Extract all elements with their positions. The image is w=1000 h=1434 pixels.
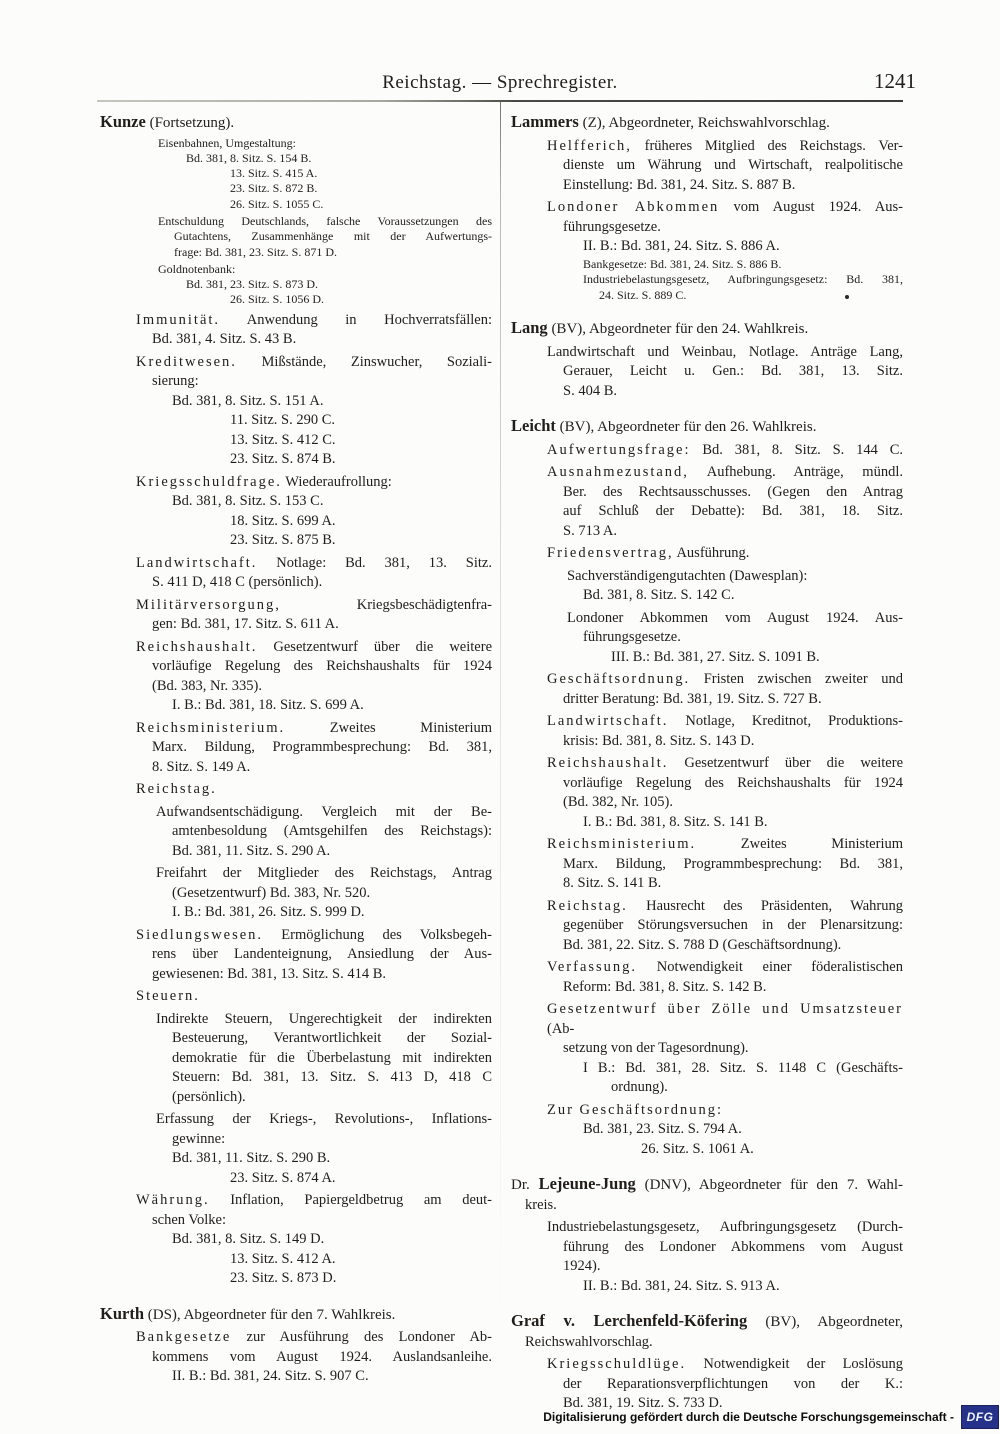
- index-line: führung des Londoner Abkommens vom August: [563, 1238, 903, 1255]
- index-line: II. B.: Bd. 381, 24. Sitz. S. 886 A.: [583, 238, 780, 254]
- keyword-spaced-text: Reichsministerium.: [547, 836, 697, 852]
- index-entry: [100, 262, 492, 308]
- index-line: 1924).: [563, 1258, 601, 1274]
- person-description: (BV), Abgeordneter,: [747, 1314, 903, 1330]
- keyword-spaced-text: Bankgesetze: [136, 1329, 232, 1346]
- index-line: Kriegsschuldlüge. Notwendigkeit der Loslösung: [547, 1356, 903, 1372]
- index-line: Helfferich, früheres Mitglied des Reichstags. Ver-: [547, 137, 903, 154]
- index-line: auf Schluß der Debatte): Bd. 381, 18. Sitz.: [563, 503, 903, 519]
- index-entry: [100, 638, 492, 716]
- index-line: 13. Sitz. S. 415 A.: [230, 166, 318, 181]
- index-entry: [100, 214, 492, 260]
- index-entry: [100, 311, 492, 350]
- index-entry: [100, 1191, 492, 1289]
- index-line: Reichsministerium. Zweites Ministerium: [547, 836, 903, 852]
- person-description: (DNV), Abgeordneter für den 7. Wahl-: [635, 1177, 903, 1193]
- keyword-spaced-text: Ausnahmezustand,: [547, 464, 689, 480]
- index-entry: [100, 780, 492, 800]
- index-line: 23. Sitz. S. 875 B.: [230, 532, 336, 549]
- index-line: (Gesetzentwurf) Bd. 383, Nr. 520.: [172, 884, 371, 901]
- index-line: I. B.: Bd. 381, 18. Sitz. S. 699 A.: [172, 697, 364, 714]
- person-heading-line: [511, 112, 903, 134]
- index-line: II. B.: Bd. 381, 24. Sitz. S. 907 C.: [172, 1368, 369, 1385]
- index-line: S. 404 B.: [563, 382, 617, 399]
- index-entry: [511, 441, 903, 461]
- index-line: 24. Sitz. S. 889 C.: [599, 287, 687, 302]
- index-entry: [511, 670, 903, 709]
- index-line: I. B.: Bd. 381, 8. Sitz. S. 141 B.: [583, 813, 768, 830]
- index-entry: [100, 136, 492, 212]
- index-entry: [511, 1101, 903, 1160]
- person-heading: [511, 1174, 903, 1215]
- keyword-spaced-text: Immunität.: [136, 311, 221, 328]
- keyword-spaced-text: Aufwertungsfrage:: [547, 441, 691, 458]
- ink-spot-artifact: [845, 295, 849, 299]
- index-line: Bd. 381, 8. Sitz. S. 149 D.: [172, 1231, 325, 1248]
- index-line: 23. Sitz. S. 873 D.: [230, 1270, 337, 1287]
- index-line: Währung. Inflation, Papiergeldbetrug am deut-: [136, 1192, 492, 1209]
- person-description: (Fortsetzung).: [145, 115, 235, 131]
- index-line: 23. Sitz. S. 874 A.: [230, 1169, 336, 1186]
- index-line: Aufwertungsfrage: Bd. 381, 8. Sitz. S. 144 C.: [547, 441, 903, 458]
- index-entry: [511, 343, 903, 402]
- index-line: Freifahrt der Mitglieder des Reichstags, Antrag: [156, 865, 492, 882]
- index-line: Industriebelastungsgesetz, Aufbringungsgesetz (Durch-: [547, 1219, 903, 1235]
- index-line: 18. Sitz. S. 699 A.: [230, 512, 336, 529]
- index-line: setzung von der Tagesordnung).: [563, 1040, 749, 1056]
- index-line: (Bd. 383, Nr. 335).: [152, 677, 262, 694]
- person-heading-line: [511, 318, 903, 340]
- index-entry: [100, 353, 492, 470]
- index-line: 8. Sitz. S. 149 A.: [152, 758, 251, 775]
- index-line: vorläufige Regelung des Reichshaushalts für 1924: [152, 658, 492, 675]
- index-line: Einstellung: Bd. 381, 24. Sitz. S. 887 B.: [563, 176, 796, 193]
- keyword-spaced-text: Reichshaushalt.: [136, 638, 258, 655]
- person-heading: [511, 112, 903, 134]
- index-line: Landwirtschaft und Weinbau, Notlage. Anträge Lang,: [547, 343, 903, 360]
- index-line: Reform: Bd. 381, 8. Sitz. S. 142 B.: [563, 978, 767, 995]
- index-entry: [511, 544, 903, 564]
- index-entry: [100, 1328, 492, 1387]
- index-line: Friedensvertrag, Ausführung.: [547, 545, 750, 561]
- index-line: dritter Beratung: Bd. 381, 19. Sitz. S. 727 B.: [563, 690, 822, 707]
- index-entry: [511, 609, 903, 668]
- index-line: sierung:: [152, 373, 199, 390]
- person-heading-wrap-line: kreis.: [525, 1196, 557, 1213]
- keyword-spaced-text: Geschäftsordnung.: [547, 671, 691, 687]
- index-line: I B.: Bd. 381, 28. Sitz. S. 1148 C (Geschäfts-: [583, 1059, 903, 1076]
- index-line: 13. Sitz. S. 412 C.: [230, 431, 336, 448]
- dfg-logo: DFG: [961, 1405, 999, 1429]
- keyword-spaced-text: Reichstag.: [547, 897, 628, 914]
- keyword-spaced-text: Steuern.: [136, 988, 200, 1005]
- index-entry: [100, 473, 492, 551]
- keyword-spaced-text: Landwirtschaft.: [136, 554, 258, 571]
- keyword-spaced-text: Helfferich,: [547, 137, 632, 154]
- index-line: I. B.: Bd. 381, 26. Sitz. S. 999 D.: [172, 904, 365, 921]
- index-line: gen: Bd. 381, 17. Sitz. S. 611 A.: [152, 616, 339, 633]
- person-heading: [511, 416, 903, 438]
- person-heading-line: [100, 1304, 492, 1326]
- person-name: Lejeune-Jung: [538, 1174, 636, 1193]
- index-line: Siedlungswesen. Ermöglichung des Volksbegeh-: [136, 926, 492, 943]
- index-entry: [100, 987, 492, 1007]
- index-line: amtenbesoldung (Amtsgehilfen des Reichstags):: [172, 823, 492, 840]
- person-name: Kunze: [100, 112, 146, 131]
- column-divider-rule: [500, 102, 501, 1347]
- index-line: Immunität. Anwendung in Hochverratsfällen:: [136, 311, 492, 328]
- index-entry: [511, 463, 903, 541]
- index-entry: [511, 198, 903, 303]
- person-name: Graf v. Lerchenfeld-Köfering: [511, 1311, 748, 1330]
- index-line: [100, 987, 492, 1007]
- person-name: Kurth: [100, 1303, 145, 1323]
- person-heading: [511, 318, 903, 340]
- index-line: Londoner Abkommen vom August 1924. Aus-: [547, 199, 903, 215]
- index-line: S. 411 D, 418 C (persönlich).: [152, 574, 323, 591]
- index-line: Gerauer, Leicht u. Gen.: Bd. 381, 13. Sitz.: [563, 363, 903, 379]
- index-line: Bd. 381, 4. Sitz. S. 43 B.: [152, 331, 297, 348]
- index-entry: [100, 719, 492, 778]
- index-line: krisis: Bd. 381, 8. Sitz. S. 143 D.: [563, 732, 755, 749]
- index-line: Erfassung der Kriegs-, Revolutions-, Inflations-: [156, 1111, 492, 1128]
- index-line: gewiesenen: Bd. 381, 13. Sitz. S. 414 B.: [152, 965, 387, 982]
- index-line: Marx. Bildung, Programmbesprechung: Bd. 381,: [152, 739, 492, 756]
- keyword-spaced-text: Verfassung.: [547, 959, 638, 975]
- index-entry: [100, 1110, 492, 1188]
- person-heading: [100, 112, 492, 134]
- index-line: Reichsministerium. Zweites Ministerium: [136, 719, 492, 736]
- index-line: (persönlich).: [172, 1088, 246, 1105]
- index-line: Bd. 381, 8. Sitz. S. 153 C.: [172, 493, 324, 510]
- keyword-spaced-text: Kriegsschuldfrage.: [136, 473, 282, 490]
- index-line: Verfassung. Notwendigkeit einer föderalistischen: [547, 959, 903, 975]
- index-entry: [511, 835, 903, 894]
- keyword-spaced-text: Londoner Abkommen: [547, 199, 720, 215]
- person-name: Leicht: [511, 416, 556, 435]
- person-description: (BV), Abgeordneter für den 26. Wahlkreis.: [555, 419, 817, 435]
- index-line: [100, 780, 492, 800]
- index-line: Bd. 381, 22. Sitz. S. 788 D (Geschäftsordnung).: [563, 936, 842, 953]
- index-line: Ber. des Rechtsausschusses. (Gegen den Antrag: [563, 483, 903, 500]
- keyword-spaced-text: Reichsministerium.: [136, 719, 286, 736]
- index-line: Kreditwesen. Mißstände, Zinswucher, Soziali-: [136, 353, 492, 370]
- index-line: Londoner Abkommen vom August 1924. Aus-: [567, 609, 903, 626]
- index-entry: [511, 754, 903, 832]
- keyword-spaced-text: Kriegsschuldlüge.: [547, 1356, 687, 1372]
- person-heading-wrap-line: Reichswahlvorschlag.: [525, 1333, 653, 1350]
- index-line: schen Volke:: [152, 1211, 226, 1228]
- index-line: Industriebelastungsgesetz, Aufbringungsgesetz: Bd. 381,: [583, 272, 903, 286]
- keyword-spaced-text: Kreditwesen.: [136, 353, 237, 370]
- index-line: Bd. 381, 23. Sitz. S. 794 A.: [583, 1121, 742, 1137]
- index-entry: [511, 1000, 903, 1098]
- index-line: 26. Sitz. S. 1056 D.: [230, 292, 325, 307]
- index-line: Reichshaushalt. Gesetzentwurf über die weitere: [547, 755, 903, 771]
- index-line: Bd. 381, 8. Sitz. S. 151 A.: [172, 392, 324, 409]
- index-entry: [100, 926, 492, 985]
- index-entry: [511, 897, 903, 956]
- index-line: Indirekte Steuern, Ungerechtigkeit der indirekten: [156, 1010, 492, 1027]
- keyword-spaced-text: Zur Geschäftsordnung:: [547, 1101, 724, 1118]
- index-line: (Bd. 382, Nr. 105).: [563, 794, 673, 810]
- index-line: 26. Sitz. S. 1055 C.: [230, 196, 324, 211]
- person-description: (BV), Abgeordneter für den 24. Wahlkreis.: [547, 321, 809, 337]
- index-line: 23. Sitz. S. 872 B.: [230, 181, 318, 196]
- digitization-footer: [0, 1404, 1000, 1430]
- index-line: Reichstag. Hausrecht des Präsidenten, Wahrung: [547, 897, 903, 914]
- index-line: Marx. Bildung, Programmbesprechung: Bd. 381,: [563, 855, 903, 872]
- index-line: demokratie für die Überbelastung mit indirekten: [172, 1049, 492, 1066]
- index-line: kommens vom August 1924. Auslandsanleihe.: [152, 1348, 492, 1365]
- index-entry: [511, 958, 903, 997]
- person-heading-line: [511, 1311, 903, 1333]
- index-entry: [100, 554, 492, 593]
- index-line: Ausnahmezustand, Aufhebung. Anträge, mündl.: [547, 464, 903, 480]
- index-line: III. B.: Bd. 381, 27. Sitz. S. 1091 B.: [611, 648, 820, 665]
- person-title-prefix: Dr.: [511, 1177, 539, 1193]
- index-line: gewinne:: [172, 1130, 226, 1147]
- person-heading: [100, 1304, 492, 1326]
- page-number: 1241: [874, 69, 916, 93]
- person-description: (DS), Abgeordneter für den 7. Wahlkreis.: [144, 1306, 396, 1323]
- index-line: Gesetzentwurf über Zölle und Umsatzsteuer (Ab-: [547, 1001, 903, 1037]
- index-line: Steuern: Bd. 381, 13. Sitz. S. 413 D, 418 C: [172, 1069, 492, 1086]
- index-line: II. B.: Bd. 381, 24. Sitz. S. 913 A.: [583, 1277, 780, 1294]
- index-entry: [511, 1218, 903, 1296]
- person-heading-line: [511, 1174, 903, 1196]
- left-column: [100, 112, 492, 1387]
- index-line: S. 713 A.: [563, 522, 617, 539]
- person-heading: [511, 1311, 903, 1352]
- index-entry: [511, 567, 903, 606]
- index-line: [511, 1101, 903, 1121]
- index-line: 26. Sitz. S. 1061 A.: [641, 1140, 754, 1157]
- index-line: Aufwandsentschädigung. Vergleich mit der Be-: [156, 803, 492, 820]
- index-line: Landwirtschaft. Notlage: Bd. 381, 13. Sitz.: [136, 554, 492, 571]
- index-line: Gutachtens, Zusammenhänge mit der Aufwertungs-: [174, 229, 492, 244]
- index-entry: [100, 803, 492, 862]
- person-name: Lammers: [511, 112, 579, 131]
- index-entry: [511, 712, 903, 751]
- index-line: Besteuerung, Verantwortlichkeit der Sozial-: [172, 1030, 492, 1047]
- index-line: frage: Bd. 381, 23. Sitz. S. 871 D.: [174, 244, 337, 259]
- index-line: der Reparationsverpflichtungen von der K.:: [563, 1375, 903, 1392]
- digitization-credit-text: Digitalisierung gefördert durch die Deutsche Forschungsgemeinschaft -: [543, 1410, 954, 1424]
- index-line: Bd. 381, 19. Sitz. S. 733 D.: [563, 1395, 723, 1411]
- index-line: rens über Landenteignung, Ansiedlung der Aus-: [152, 946, 492, 963]
- person-heading-line: [100, 112, 492, 134]
- index-line: Bd. 381, 23. Sitz. S. 873 D.: [186, 277, 319, 292]
- keyword-spaced-text: Friedensvertrag,: [547, 545, 674, 561]
- index-line: 8. Sitz. S. 141 B.: [563, 875, 662, 891]
- index-line: ordnung).: [611, 1079, 668, 1095]
- index-line: Bd. 381, 8. Sitz. S. 142 C.: [583, 587, 735, 603]
- index-line: dienste um Währung und Wirtschaft, realpolitische: [563, 157, 903, 173]
- person-description: (Z), Abgeordneter, Reichswahlvorschlag.: [578, 115, 830, 131]
- index-entry: [100, 864, 492, 923]
- keyword-spaced-text: Reichstag.: [136, 781, 217, 798]
- index-line: vorläufige Regelung des Reichshaushalts für 1924: [563, 774, 903, 791]
- index-line: Bankgesetze zur Ausführung des Londoner Ab-: [136, 1329, 492, 1346]
- keyword-spaced-text: Gesetzentwurf über Zölle und Umsatzsteuer: [547, 1001, 903, 1017]
- index-line: gegenüber Störungsversuchen in der Plenarsitzung:: [563, 917, 903, 933]
- index-line: Bd. 381, 8. Sitz. S. 154 B.: [186, 150, 312, 165]
- index-line: Entschuldung Deutschlands, falsche Voraussetzungen des: [158, 213, 492, 228]
- index-line: Sachverständigengutachten (Dawesplan):: [567, 567, 808, 584]
- index-line: Kriegsschuldfrage. Wiederaufrollung:: [136, 473, 392, 490]
- person-name: Lang: [511, 318, 548, 337]
- index-line: führungsgesetze.: [563, 218, 661, 235]
- index-line: Bd. 381, 11. Sitz. S. 290 B.: [172, 1150, 331, 1167]
- index-line: 23. Sitz. S. 874 B.: [230, 451, 336, 468]
- index-line: Eisenbahnen, Umgestaltung:: [158, 135, 296, 150]
- index-line: Landwirtschaft. Notlage, Kreditnot, Produktions-: [547, 713, 903, 729]
- page-header-title: Reichstag. — Sprechregister.: [382, 72, 618, 93]
- index-line: Bd. 381, 11. Sitz. S. 290 A.: [172, 842, 331, 859]
- keyword-spaced-text: Reichshaushalt.: [547, 755, 669, 771]
- keyword-spaced-text: Landwirtschaft.: [547, 713, 669, 729]
- index-entry: [100, 1010, 492, 1108]
- index-line: 11. Sitz. S. 290 C.: [230, 412, 336, 429]
- index-line: 13. Sitz. S. 412 A.: [230, 1250, 336, 1267]
- index-entry: [100, 596, 492, 635]
- right-column: [511, 112, 903, 1414]
- keyword-spaced-text: Währung.: [136, 1192, 210, 1209]
- index-line: Geschäftsordnung. Fristen zwischen zweiter und: [547, 671, 903, 687]
- index-line: Bankgesetze: Bd. 381, 24. Sitz. S. 886 B.: [583, 256, 782, 271]
- index-line: führungsgesetze.: [583, 629, 681, 645]
- index-line: Militärversorgung, Kriegsbeschädigtenfra-: [136, 596, 492, 613]
- keyword-spaced-text: Militärversorgung,: [136, 596, 281, 613]
- index-line: Goldnotenbank:: [158, 261, 236, 276]
- index-entry: [511, 137, 903, 196]
- index-line: Reichshaushalt. Gesetzentwurf über die weitere: [136, 638, 492, 655]
- person-heading-line: [511, 416, 903, 438]
- keyword-spaced-text: Siedlungswesen.: [136, 926, 264, 943]
